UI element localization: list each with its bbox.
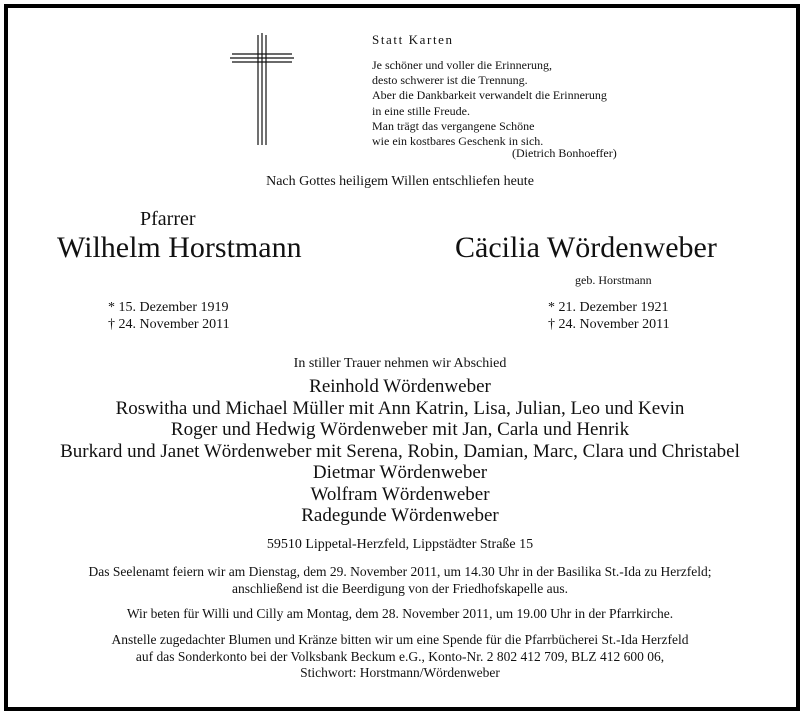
poem-line: Aber die Dankbarkeit verwandelt die Erinnerung xyxy=(372,88,607,103)
birth-date: * 15. Dezember 1919 xyxy=(108,300,229,315)
cross-icon xyxy=(230,33,294,145)
mourner-line: Reinhold Wördenweber xyxy=(309,376,491,397)
mourner-line: Dietmar Wördenweber xyxy=(312,462,488,483)
birth-date: * 21. Dezember 1921 xyxy=(548,300,669,315)
address: 59510 Lippetal-Herzfeld, Lippstädter Straße 15 xyxy=(266,537,534,552)
donation-line: Anstelle zugedachter Blumen und Kränze bitten wir um eine Spende für die Pfarrbücherei St.-Ida Herzfeld xyxy=(111,632,689,647)
poem-author: (Dietrich Bonhoeffer) xyxy=(512,146,617,160)
donation-line: Stichwort: Horstmann/Wördenweber xyxy=(300,665,500,680)
statt-karten-label: Statt Karten xyxy=(372,32,454,47)
mourner-line: Radegunde Wördenweber xyxy=(301,505,499,526)
poem-line: wie ein kostbares Geschenk in sich. xyxy=(372,134,544,149)
service-notice xyxy=(8,564,792,597)
poem-line: Je schöner und voller die Erinnerung, xyxy=(372,58,552,72)
dates-left xyxy=(108,299,230,333)
donation-notice xyxy=(8,632,792,682)
mourners-list xyxy=(8,376,792,527)
poem-line: Man trägt das vergangene Schöne xyxy=(372,118,535,133)
deceased-name-left: Wilhelm Horstmann xyxy=(57,231,302,264)
maiden-name: geb. Horstmann xyxy=(575,273,652,287)
dates-right xyxy=(548,299,670,333)
service-line: anschließend ist die Beerdigung von der Friedhofskapelle aus. xyxy=(232,580,568,596)
mourner-line: Burkard und Janet Wördenweber mit Serena, Robin, Damian, Marc, Clara und Christabel xyxy=(60,440,740,462)
mourner-line: Wolfram Wördenweber xyxy=(310,483,490,505)
death-date: † 24. November 2011 xyxy=(548,317,670,332)
mourner-line: Roswitha und Michael Müller mit Ann Katrin, Lisa, Julian, Leo und Kevin xyxy=(115,397,685,419)
service-line: Das Seelenamt feiern wir am Dienstag, dem 29. November 2011, um 14.30 Uhr in der Basilika St.-Ida zu Herzfeld; xyxy=(88,564,712,579)
deceased-title: Pfarrer xyxy=(140,208,196,230)
poem-line: in eine stille Freude. xyxy=(372,103,470,118)
mourners-intro: In stiller Trauer nehmen wir Abschied xyxy=(293,356,507,371)
deceased-name-right: Cäcilia Wördenweber xyxy=(455,231,717,264)
poem-line: desto schwerer ist die Trennung. xyxy=(372,73,528,88)
poem xyxy=(372,58,607,149)
mass-notice: Wir beten für Willi und Cilly am Montag, dem 28. November 2011, um 19.00 Uhr in der Pfarrkirche. xyxy=(126,606,674,621)
intro-line: Nach Gottes heiligem Willen entschliefen heute xyxy=(266,174,534,189)
mourner-line: Roger und Hedwig Wördenweber mit Jan, Carla und Henrik xyxy=(170,419,630,440)
death-date: † 24. November 2011 xyxy=(108,317,230,332)
donation-line: auf das Sonderkonto bei der Volksbank Beckum e.G., Konto-Nr. 2 802 412 709, BLZ 412 600 06, xyxy=(135,648,665,664)
